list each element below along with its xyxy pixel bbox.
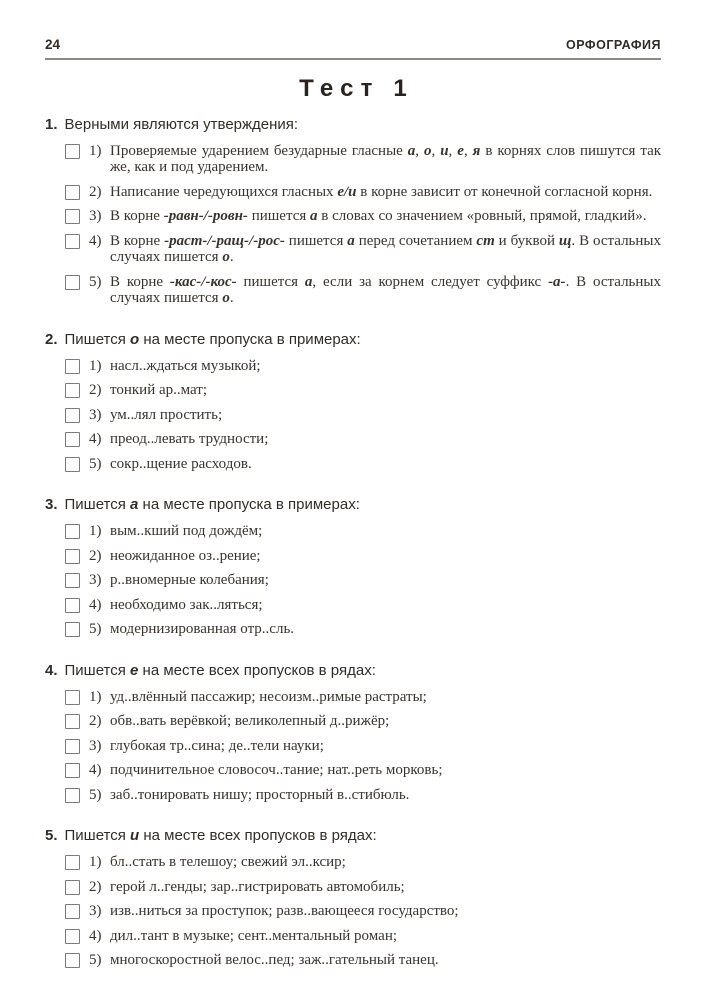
- answer-option: [65, 597, 661, 614]
- option-number: 2): [89, 713, 102, 729]
- answer-option: [65, 621, 661, 638]
- option-text: Проверяемые ударением безударные гласные а, о, и, е, я в корнях слов пишутся так же, как и под ударением.: [110, 142, 662, 175]
- question-number: 1.: [45, 115, 58, 133]
- answer-checkbox[interactable]: [65, 788, 80, 803]
- option-text: многоскоростной велос..пед; заж..гательный танец.: [110, 952, 439, 968]
- answer-option: [65, 738, 661, 755]
- option-text: сокр..щение расходов.: [110, 455, 252, 472]
- option-text: обв..вать верёвкой; великолепный д..рижёр;: [110, 713, 390, 729]
- question: [45, 661, 661, 804]
- answer-checkbox[interactable]: [65, 524, 80, 539]
- answer-checkbox[interactable]: [65, 408, 80, 423]
- answer-checkbox[interactable]: [65, 855, 80, 870]
- answer-checkbox[interactable]: [65, 953, 80, 968]
- answer-option: [65, 879, 661, 896]
- question-heading: [45, 661, 661, 680]
- option-text: В корне -равн-/-ровн- пишется а в словах со значением «ровный, прямой, гладкий».: [110, 208, 647, 224]
- question-number: 5.: [45, 827, 58, 844]
- option-text: необходимо зак..ляться;: [110, 596, 263, 613]
- answer-options: [65, 143, 661, 307]
- question-prompt: Пишется о на месте пропуска в примерах:: [64, 330, 361, 348]
- option-text: глубокая тр..сина; де..тели науки;: [110, 737, 324, 754]
- answer-options: [65, 358, 661, 473]
- answer-option: [65, 456, 661, 473]
- answer-checkbox[interactable]: [65, 598, 80, 613]
- answer-checkbox[interactable]: [65, 880, 80, 895]
- question-number: 4.: [45, 661, 58, 679]
- answer-checkbox[interactable]: [65, 714, 80, 729]
- question: [45, 495, 661, 638]
- answer-checkbox[interactable]: [65, 573, 80, 588]
- option-number: 1): [89, 523, 102, 539]
- option-number: 4): [89, 232, 102, 249]
- question-prompt: Пишется и на месте всех пропусков в рядах:: [64, 827, 377, 844]
- answer-option: [65, 208, 661, 225]
- option-number: 2): [89, 547, 102, 564]
- option-number: 2): [89, 878, 102, 895]
- option-number: 4): [89, 596, 102, 613]
- option-number: 5): [89, 455, 102, 472]
- questions: [45, 115, 661, 969]
- option-number: 5): [89, 786, 102, 803]
- option-text: В корне -кас-/-кос- пишется а, если за корнем следует суффикс -а-. В остальных случаях пишется о.: [110, 273, 662, 306]
- answer-checkbox[interactable]: [65, 185, 80, 200]
- option-text: преод..левать трудности;: [110, 431, 269, 447]
- option-text: бл..стать в телешоу; свежий эл..ксир;: [110, 854, 346, 870]
- option-text: В корне -раст-/-ращ-/-рос- пишется а перед сочетанием ст и буквой щ. В остальных случаях пишется о.: [110, 232, 662, 265]
- section-title: ОРФОГРАФИЯ: [566, 38, 661, 52]
- answer-options: [65, 854, 661, 969]
- answer-checkbox[interactable]: [65, 144, 80, 159]
- answer-option: [65, 787, 661, 804]
- answer-checkbox[interactable]: [65, 209, 80, 224]
- answer-option: [65, 274, 661, 307]
- answer-options: [65, 523, 661, 638]
- option-number: 1): [89, 688, 102, 705]
- option-text: изв..ниться за проступок; разв..вающееся государство;: [110, 903, 459, 919]
- option-number: 4): [89, 762, 102, 778]
- option-number: 5): [89, 621, 102, 637]
- answer-checkbox[interactable]: [65, 739, 80, 754]
- question-number: 3.: [45, 496, 58, 513]
- question-heading: [45, 115, 661, 134]
- option-number: 3): [89, 903, 102, 919]
- answer-option: [65, 762, 661, 779]
- answer-checkbox[interactable]: [65, 929, 80, 944]
- question-heading: [45, 330, 661, 349]
- option-number: 3): [89, 406, 102, 423]
- option-text: заб..тонировать нишу; просторный в..стибюль.: [110, 786, 410, 803]
- option-text: насл..ждаться музыкой;: [110, 357, 261, 374]
- answer-checkbox[interactable]: [65, 457, 80, 472]
- answer-checkbox[interactable]: [65, 432, 80, 447]
- answer-checkbox[interactable]: [65, 549, 80, 564]
- answer-option: [65, 928, 661, 945]
- page-number: 24: [45, 37, 61, 52]
- answer-checkbox[interactable]: [65, 763, 80, 778]
- question: [45, 115, 661, 307]
- answer-checkbox[interactable]: [65, 359, 80, 374]
- option-text: уд..влённый пассажир; несоизм..римые растраты;: [110, 688, 427, 705]
- option-text: тонкий ар..мат;: [110, 382, 208, 398]
- question: [45, 826, 661, 969]
- option-number: 5): [89, 273, 102, 290]
- option-number: 5): [89, 952, 102, 968]
- option-text: р..вномерные колебания;: [110, 572, 269, 588]
- answer-checkbox[interactable]: [65, 904, 80, 919]
- option-number: 2): [89, 183, 102, 200]
- answer-checkbox[interactable]: [65, 234, 80, 249]
- answer-option: [65, 903, 661, 920]
- question: [45, 330, 661, 473]
- option-text: модернизированная отр..сль.: [110, 621, 295, 637]
- answer-option: [65, 358, 661, 375]
- answer-option: [65, 548, 661, 565]
- answer-option: [65, 184, 661, 201]
- option-text: вым..кший под дождём;: [110, 523, 263, 539]
- option-number: 2): [89, 382, 102, 398]
- answer-option: [65, 523, 661, 540]
- answer-options: [65, 689, 661, 804]
- option-number: 4): [89, 927, 102, 944]
- answer-option: [65, 431, 661, 448]
- question-prompt: Верными являются утверждения:: [64, 115, 299, 133]
- test-title: Тест 1: [299, 74, 414, 102]
- option-number: 3): [89, 572, 102, 588]
- option-number: 3): [89, 737, 102, 754]
- option-text: ум..лял простить;: [110, 406, 223, 423]
- answer-option: [65, 952, 661, 969]
- answer-option: [65, 713, 661, 730]
- question-heading: [45, 495, 661, 514]
- option-text: неожиданное оз..рение;: [110, 547, 261, 564]
- answer-checkbox[interactable]: [65, 275, 80, 290]
- option-number: 1): [89, 357, 102, 374]
- answer-checkbox[interactable]: [65, 383, 80, 398]
- option-text: Написание чередующихся гласных е/и в корне зависит от конечной согласной корня.: [110, 183, 653, 200]
- option-number: 4): [89, 431, 102, 447]
- question-number: 2.: [45, 330, 58, 348]
- answer-checkbox[interactable]: [65, 690, 80, 705]
- answer-option: [65, 407, 661, 424]
- answer-option: [65, 233, 661, 266]
- question-heading: [45, 826, 661, 845]
- answer-option: [65, 572, 661, 589]
- page-header: [45, 38, 661, 60]
- question-prompt: Пишется а на месте пропуска в примерах:: [64, 496, 360, 513]
- option-text: герой л..генды; зар..гистрировать автомобиль;: [110, 878, 405, 895]
- question-prompt: Пишется е на месте всех пропусков в рядах:: [64, 661, 376, 679]
- option-text: подчинительное словосоч..тание; нат..реть морковь;: [110, 762, 443, 778]
- answer-option: [65, 689, 661, 706]
- option-number: 3): [89, 208, 102, 224]
- option-number: 1): [89, 854, 102, 870]
- answer-checkbox[interactable]: [65, 622, 80, 637]
- answer-option: [65, 382, 661, 399]
- answer-option: [65, 854, 661, 871]
- option-number: 1): [89, 142, 102, 159]
- option-text: дил..тант в музыке; сент..ментальный роман;: [110, 927, 398, 944]
- answer-option: [65, 143, 661, 176]
